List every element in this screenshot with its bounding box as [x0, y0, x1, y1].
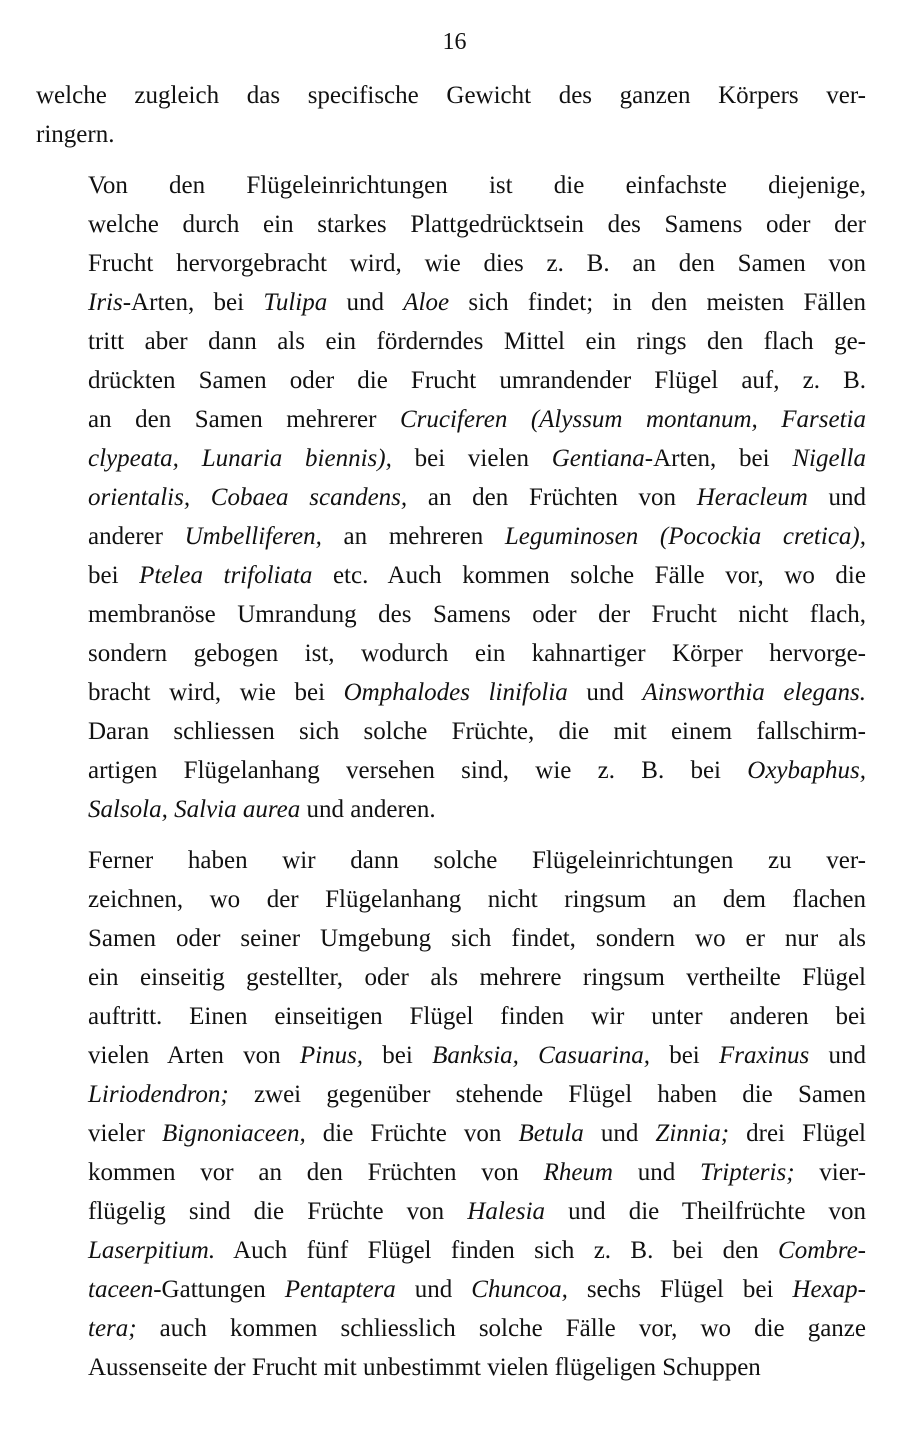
italic-taxon: Pinus, [299, 1042, 364, 1069]
italic-taxon: Banksia, Casuarina, [432, 1042, 650, 1069]
text-run: und [567, 679, 643, 706]
text-line [36, 322, 866, 361]
text-run: Ferner haben wir dann solche Flügeleinrichtungen zu ver- [88, 847, 866, 874]
italic-taxon: Hexap- [792, 1276, 866, 1303]
text-line [36, 115, 866, 154]
text-run: bei [649, 1042, 719, 1069]
text-line [36, 556, 866, 595]
text-run: an den Samen mehrerer [88, 406, 400, 433]
italic-taxon: Iris [88, 289, 123, 316]
text-line [36, 712, 866, 751]
text-line [36, 1192, 866, 1231]
text-line [36, 205, 866, 244]
italic-taxon: Ainsworthia elegans. [642, 679, 867, 706]
text-run: zeichnen, wo der Flügelanhang nicht ringsum an dem flachen [88, 886, 866, 913]
text-run: vier- [794, 1159, 867, 1186]
text-run: ein einseitig gestellter, oder als mehrere ringsum vertheilte Flügel [88, 964, 866, 991]
text-run: sechs Flügel bei [567, 1276, 793, 1303]
text-run: tritt aber dann als ein förderndes Mittel ein rings den flach ge- [88, 328, 866, 355]
text-line [36, 595, 866, 634]
text-run: Daran schliessen sich solche Früchte, die mit einem fallschirm- [88, 718, 866, 745]
italic-taxon: Halesia [467, 1198, 546, 1225]
text-line [36, 1270, 866, 1309]
text-run: drückten Samen oder die Frucht umrandender Flügel auf, z. B. [88, 367, 866, 394]
paragraph-1 [36, 76, 866, 154]
italic-taxon: tera; [88, 1315, 137, 1342]
text-run: etc. Auch kommen solche Fälle vor, wo die [312, 562, 866, 589]
italic-taxon: Bignoniaceen, [162, 1120, 306, 1147]
text-line [36, 1075, 866, 1114]
italic-taxon: Omphalodes linifolia [343, 679, 568, 706]
text-run: und anderen. [300, 796, 436, 823]
italic-taxon: orientalis, Cobaea scandens, [88, 484, 408, 511]
italic-taxon: Aloe [403, 289, 450, 316]
italic-taxon: Laserpitium. [88, 1237, 216, 1264]
text-run: -Gattungen [153, 1276, 285, 1303]
text-run: kommen vor an den Früchten von [88, 1159, 544, 1186]
italic-taxon: Leguminosen (Pocockia cretica), [504, 523, 866, 550]
text-run: artigen Flügelanhang versehen sind, wie z. B. bei [88, 757, 748, 784]
italic-taxon: Umbelliferen, [184, 523, 322, 550]
italic-taxon: Fraxinus [719, 1042, 810, 1069]
text-run: bracht wird, wie bei [88, 679, 344, 706]
text-run: drei Flügel [729, 1120, 866, 1147]
paragraph-3 [36, 841, 866, 1387]
text-run: auch kommen schliesslich solche Fälle vor, wo die ganze [136, 1315, 866, 1342]
text-run: Samen oder seiner Umgebung sich findet, sondern wo er nur als [88, 925, 866, 952]
text-line [36, 1348, 866, 1387]
text-line [36, 673, 866, 712]
italic-taxon: taceen [88, 1276, 154, 1303]
text-run: und die Theilfrüchte von [545, 1198, 867, 1225]
italic-taxon: Oxybaphus, [747, 757, 866, 784]
text-line [36, 997, 866, 1036]
text-run: zwei gegenüber stehende Flügel haben die Samen [228, 1081, 866, 1108]
italic-taxon: Rheum [543, 1159, 613, 1186]
text-line [36, 958, 866, 997]
body-text [36, 76, 866, 1387]
text-run: und [327, 289, 404, 316]
text-run: und [807, 484, 867, 511]
text-line [36, 166, 866, 205]
text-run: membranöse Umrandung des Samens oder der Frucht nicht flach, [88, 601, 866, 628]
text-line [36, 517, 866, 556]
text-line [36, 790, 866, 829]
text-run: welche zugleich das specifische Gewicht des ganzen Körpers ver- [36, 82, 866, 109]
text-line [36, 439, 866, 478]
text-run: welche durch ein starkes Plattgedrücktsein des Samens oder der [88, 211, 866, 238]
text-line [36, 1153, 866, 1192]
italic-taxon: Cruciferen (Alyssum montanum, Farsetia [399, 406, 866, 433]
text-run: Von den Flügeleinrichtungen ist die einfachste diejenige, [88, 172, 866, 199]
text-run: ringern. [36, 121, 115, 148]
text-run: sich findet; in den meisten Fällen [449, 289, 866, 316]
italic-taxon: Nigella [792, 445, 866, 472]
italic-taxon: Ptelea trifoliata [139, 562, 313, 589]
text-line [36, 1309, 866, 1348]
italic-taxon: Tulipa [263, 289, 328, 316]
text-line [36, 751, 866, 790]
page-number: 16 [442, 29, 467, 55]
italic-taxon: Gentiana [551, 445, 645, 472]
italic-taxon: Liriodendron; [88, 1081, 229, 1108]
text-line [36, 361, 866, 400]
text-run: und [809, 1042, 867, 1069]
text-run: flügelig sind die Früchte von [88, 1198, 468, 1225]
italic-taxon: Heracleum [696, 484, 808, 511]
text-line [36, 1231, 866, 1270]
text-run: sondern gebogen ist, wodurch ein kahnartiger Körper hervorge- [88, 640, 866, 667]
text-line [36, 841, 866, 880]
text-run: -Arten, bei [644, 445, 793, 472]
text-run: an den Früchten von [407, 484, 697, 511]
text-line [36, 880, 866, 919]
text-line [36, 1036, 866, 1075]
text-run: und [583, 1120, 656, 1147]
text-run: bei vielen [391, 445, 552, 472]
text-line [36, 283, 866, 322]
text-run: vieler [88, 1120, 162, 1147]
italic-taxon: Pentaptera [284, 1276, 396, 1303]
text-run: Auch fünf Flügel finden sich z. B. bei den [215, 1237, 779, 1264]
text-run: anderer [88, 523, 185, 550]
italic-taxon: Betula [518, 1120, 584, 1147]
text-run: vielen Arten von [88, 1042, 300, 1069]
italic-taxon: Combre- [778, 1237, 866, 1264]
italic-taxon: Salsola, Salvia aurea [88, 796, 301, 823]
italic-taxon: Zinnia; [655, 1120, 730, 1147]
text-line [36, 244, 866, 283]
text-line [36, 76, 866, 115]
text-run: bei [363, 1042, 433, 1069]
text-line [36, 478, 866, 517]
text-line [36, 919, 866, 958]
text-line [36, 400, 866, 439]
text-run: die Früchte von [305, 1120, 519, 1147]
text-line [36, 1114, 866, 1153]
italic-taxon: clypeata, Lunaria biennis), [88, 445, 392, 472]
text-run: und [395, 1276, 472, 1303]
text-run: Aussenseite der Frucht mit unbestimmt vielen flügeligen Schuppen [88, 1354, 761, 1381]
text-run: auftritt. Einen einseitigen Flügel finden wir unter anderen bei [88, 1003, 866, 1030]
text-line [36, 634, 866, 673]
text-run: und [612, 1159, 701, 1186]
text-run: Frucht hervorgebracht wird, wie dies z. B. an den Samen von [88, 250, 866, 277]
text-run: an mehreren [321, 523, 505, 550]
italic-taxon: Tripteris; [700, 1159, 795, 1186]
paragraph-2 [36, 166, 866, 829]
italic-taxon: Chuncoa, [471, 1276, 568, 1303]
text-run: bei [88, 562, 140, 589]
text-run: -Arten, bei [122, 289, 264, 316]
